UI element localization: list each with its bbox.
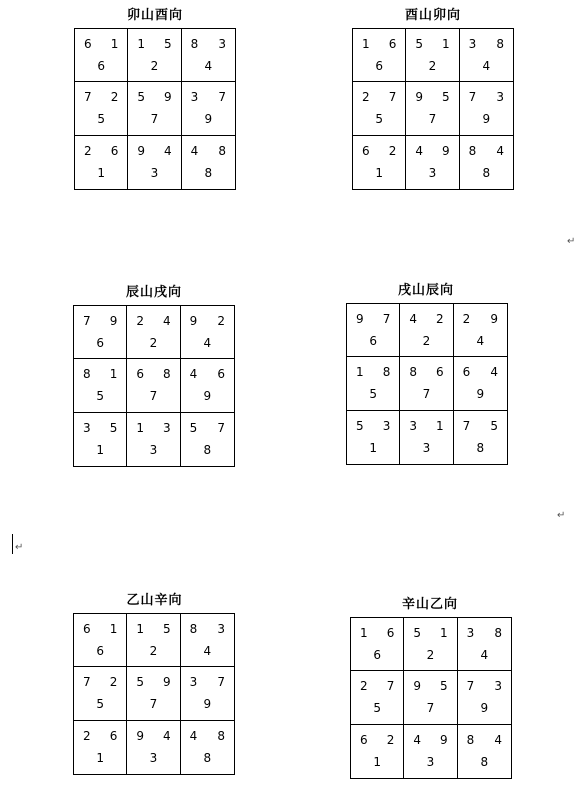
grid-cell (74, 413, 127, 466)
base-star: 9 (203, 389, 212, 404)
base-star: 9 (476, 387, 485, 402)
chart-block-1 (74, 6, 236, 192)
water-star: 5 (109, 420, 118, 435)
paragraph-mark: ↵ (15, 542, 24, 553)
grid-cell (127, 413, 180, 466)
grid-cell (351, 671, 404, 724)
water-star: 7 (217, 420, 225, 435)
grid-cell (404, 671, 457, 724)
grid-cell (406, 29, 459, 82)
mountain-star: 3 (190, 90, 199, 105)
chart-block-5 (73, 591, 236, 777)
water-star: 1 (436, 418, 444, 433)
base-star: 5 (375, 112, 383, 127)
mountain-star: 8 (468, 143, 477, 158)
grid-cell (406, 136, 459, 189)
base-star: 6 (97, 59, 105, 73)
water-star: 4 (490, 365, 498, 380)
base-star: 1 (97, 165, 105, 180)
grid-cell (404, 725, 457, 778)
grid-cell (353, 136, 406, 189)
mountain-star: 6 (362, 143, 370, 158)
mountain-star: 1 (137, 37, 145, 51)
water-star: 2 (436, 312, 444, 326)
water-star: 9 (490, 312, 498, 326)
grid-cell (404, 618, 457, 671)
water-star: 6 (109, 728, 118, 743)
base-star: 1 (369, 440, 377, 455)
grid-cell (74, 667, 127, 720)
mountain-star: 3 (189, 675, 198, 690)
mountain-star: 5 (356, 418, 364, 433)
grid-cell (460, 82, 513, 135)
grid-cell (351, 725, 404, 778)
base-star: 8 (476, 440, 485, 455)
grid-cell (75, 136, 128, 189)
grid-cell (454, 304, 507, 357)
mountain-star: 2 (83, 728, 91, 743)
mountain-star: 4 (189, 367, 198, 382)
base-star: 3 (149, 442, 158, 457)
grid-cell (454, 411, 507, 464)
water-star: 9 (442, 143, 450, 158)
grid-cell (127, 359, 180, 412)
mountain-star: 2 (84, 143, 92, 158)
base-star: 3 (426, 754, 435, 769)
mountain-star: 7 (462, 418, 471, 433)
mountain-star: 5 (137, 90, 145, 105)
grid-cell (458, 618, 511, 671)
water-star: 5 (490, 418, 498, 433)
grid-cell (181, 667, 234, 720)
mountain-star: 8 (83, 367, 91, 382)
chart-block-3 (73, 283, 235, 469)
base-star: 9 (482, 112, 491, 127)
water-star: 1 (109, 367, 118, 382)
water-star: 3 (217, 622, 225, 636)
grid-cell (182, 29, 235, 82)
base-star: 8 (203, 750, 212, 765)
base-star: 6 (373, 648, 381, 662)
grid-cell (74, 359, 127, 412)
mountain-star: 7 (83, 675, 91, 690)
base-star: 2 (426, 648, 435, 662)
flying-star-grid (74, 28, 236, 190)
water-star: 1 (109, 622, 118, 636)
mountain-star: 2 (462, 312, 471, 326)
base-star: 2 (149, 336, 158, 350)
mountain-star: 5 (415, 37, 423, 51)
grid-cell (400, 357, 453, 410)
water-star: 3 (494, 679, 502, 694)
base-star: 7 (422, 387, 431, 402)
text-cursor (12, 534, 13, 554)
base-star: 5 (96, 389, 104, 404)
mountain-star: 4 (415, 143, 423, 158)
base-star: 6 (96, 336, 104, 350)
mountain-star: 5 (136, 675, 144, 690)
water-star: 2 (386, 732, 395, 747)
base-star: 6 (96, 644, 104, 658)
grid-cell (353, 29, 406, 82)
water-star: 4 (496, 143, 504, 158)
water-star: 8 (496, 37, 504, 51)
water-star: 3 (163, 420, 171, 435)
grid-cell (347, 411, 400, 464)
water-star: 6 (388, 37, 397, 51)
mountain-star: 1 (136, 622, 144, 636)
base-star: 2 (422, 334, 431, 348)
mountain-star: 2 (362, 90, 370, 105)
grid-cell (454, 357, 507, 410)
base-star: 6 (375, 59, 383, 73)
chart-title: 酉山卯向 (404, 8, 461, 23)
base-star: 8 (204, 165, 213, 180)
base-star: 2 (149, 644, 158, 658)
water-star: 8 (163, 367, 171, 382)
grid-cell (351, 618, 404, 671)
base-star: 4 (482, 59, 491, 73)
grid-cell (458, 725, 511, 778)
water-star: 4 (163, 728, 171, 743)
water-star: 7 (382, 312, 391, 326)
water-star: 2 (109, 675, 118, 690)
grid-cell (458, 671, 511, 724)
grid-cell (74, 306, 127, 359)
chart-block-6 (350, 595, 510, 781)
mountain-star: 3 (409, 418, 417, 433)
base-star: 3 (150, 165, 159, 180)
grid-cell (74, 614, 127, 667)
water-star: 7 (386, 679, 395, 694)
water-star: 5 (440, 679, 448, 694)
mountain-star: 8 (466, 732, 475, 747)
mountain-star: 5 (413, 626, 421, 640)
base-star: 3 (428, 165, 437, 180)
base-star: 4 (480, 648, 489, 662)
mountain-star: 9 (137, 143, 145, 158)
grid-cell (128, 29, 181, 82)
water-star: 5 (163, 622, 171, 636)
chart-title: 辰山戌向 (125, 285, 182, 300)
mountain-star: 1 (362, 37, 370, 51)
grid-cell (181, 413, 234, 466)
flying-star-grid (352, 28, 514, 190)
chart-block-4 (346, 281, 506, 467)
water-star: 6 (386, 626, 395, 640)
water-star: 8 (218, 143, 226, 158)
chart-title: 戌山辰向 (397, 283, 454, 298)
mountain-star: 6 (360, 732, 368, 747)
flying-star-grid (73, 613, 235, 775)
base-star: 5 (96, 697, 104, 712)
water-star: 5 (164, 37, 172, 51)
flying-star-grid (346, 303, 508, 465)
mountain-star: 7 (466, 679, 475, 694)
base-star: 8 (480, 754, 489, 769)
mountain-star: 6 (83, 622, 91, 636)
grid-cell (460, 136, 513, 189)
grid-cell (406, 82, 459, 135)
base-star: 1 (96, 750, 104, 765)
grid-cell (127, 721, 180, 774)
water-star: 8 (382, 365, 391, 380)
water-star: 3 (496, 90, 504, 105)
mountain-star: 9 (413, 679, 421, 694)
water-star: 3 (218, 37, 226, 51)
water-star: 7 (218, 90, 226, 105)
mountain-star: 2 (360, 679, 368, 694)
water-star: 9 (163, 675, 171, 690)
paragraph-mark: ↵ (567, 236, 576, 247)
base-star: 5 (97, 112, 105, 127)
grid-cell (181, 614, 234, 667)
grid-cell (181, 306, 234, 359)
grid-cell (347, 304, 400, 357)
base-star: 1 (373, 754, 381, 769)
water-star: 2 (110, 90, 119, 105)
grid-cell (181, 359, 234, 412)
grid-cell (400, 411, 453, 464)
chart-block-2 (352, 6, 514, 192)
flying-star-grid (73, 305, 235, 467)
base-star: 7 (150, 112, 159, 127)
water-star: 6 (436, 365, 444, 380)
mountain-star: 8 (189, 622, 198, 636)
water-star: 1 (440, 626, 448, 640)
water-star: 5 (442, 90, 450, 105)
water-star: 9 (440, 732, 448, 747)
base-star: 4 (204, 59, 213, 73)
mountain-star: 6 (136, 367, 144, 382)
water-star: 2 (217, 314, 225, 328)
base-star: 3 (422, 440, 431, 455)
water-star: 4 (164, 143, 172, 158)
mountain-star: 9 (189, 314, 198, 328)
base-star: 9 (203, 697, 212, 712)
grid-cell (353, 82, 406, 135)
mountain-star: 6 (462, 365, 471, 380)
water-star: 8 (494, 626, 502, 640)
mountain-star: 3 (468, 37, 477, 51)
base-star: 7 (149, 389, 158, 404)
grid-cell (400, 304, 453, 357)
base-star: 2 (150, 59, 159, 73)
base-star: 1 (375, 165, 383, 180)
mountain-star: 2 (136, 314, 144, 328)
water-star: 2 (388, 143, 397, 158)
mountain-star: 4 (409, 312, 417, 326)
mountain-star: 9 (356, 312, 364, 326)
mountain-star: 3 (83, 420, 91, 435)
chart-title: 乙山辛向 (126, 593, 183, 608)
base-star: 9 (480, 701, 489, 716)
base-star: 8 (203, 442, 212, 457)
grid-cell (128, 82, 181, 135)
mountain-star: 1 (360, 626, 368, 640)
base-star: 7 (426, 701, 435, 716)
base-star: 6 (369, 334, 377, 348)
base-star: 7 (149, 697, 158, 712)
water-star: 1 (110, 37, 119, 51)
grid-cell (75, 29, 128, 82)
base-star: 9 (204, 112, 213, 127)
water-star: 7 (388, 90, 397, 105)
mountain-star: 9 (415, 90, 423, 105)
mountain-star: 1 (136, 420, 144, 435)
water-star: 9 (164, 90, 172, 105)
chart-title: 辛山乙向 (401, 597, 458, 612)
mountain-star: 8 (409, 365, 417, 380)
base-star: 4 (476, 334, 485, 348)
water-star: 8 (217, 728, 225, 743)
mountain-star: 5 (189, 420, 198, 435)
water-star: 7 (217, 675, 225, 690)
grid-cell (182, 136, 235, 189)
mountain-star: 7 (84, 90, 92, 105)
mountain-star: 1 (356, 365, 364, 380)
water-star: 6 (110, 143, 119, 158)
mountain-star: 7 (83, 314, 91, 328)
grid-cell (127, 667, 180, 720)
base-star: 5 (373, 701, 381, 716)
water-star: 4 (494, 732, 502, 747)
mountain-star: 6 (84, 37, 92, 51)
base-star: 1 (96, 442, 104, 457)
grid-cell (460, 29, 513, 82)
mountain-star: 8 (190, 37, 199, 51)
grid-cell (75, 82, 128, 135)
mountain-star: 9 (136, 728, 144, 743)
grid-cell (347, 357, 400, 410)
mountain-star: 4 (413, 732, 421, 747)
base-star: 4 (203, 644, 212, 658)
mountain-star: 4 (190, 143, 199, 158)
grid-cell (128, 136, 181, 189)
water-star: 1 (442, 37, 450, 51)
water-star: 6 (217, 367, 225, 382)
water-star: 3 (382, 418, 391, 433)
mountain-star: 3 (466, 626, 475, 640)
grid-cell (127, 306, 180, 359)
paragraph-mark: ↵ (557, 510, 566, 521)
grid-cell (74, 721, 127, 774)
mountain-star: 4 (189, 728, 198, 743)
base-star: 2 (428, 59, 437, 73)
base-star: 4 (203, 336, 212, 350)
base-star: 5 (369, 387, 377, 402)
water-star: 9 (109, 314, 118, 328)
chart-title: 卯山酉向 (126, 8, 183, 23)
mountain-star: 7 (468, 90, 477, 105)
grid-cell (182, 82, 235, 135)
base-star: 8 (482, 165, 491, 180)
water-star: 4 (163, 314, 171, 328)
grid-cell (181, 721, 234, 774)
flying-star-grid (350, 617, 512, 779)
grid-cell (127, 614, 180, 667)
base-star: 7 (428, 112, 437, 127)
base-star: 3 (149, 750, 158, 765)
